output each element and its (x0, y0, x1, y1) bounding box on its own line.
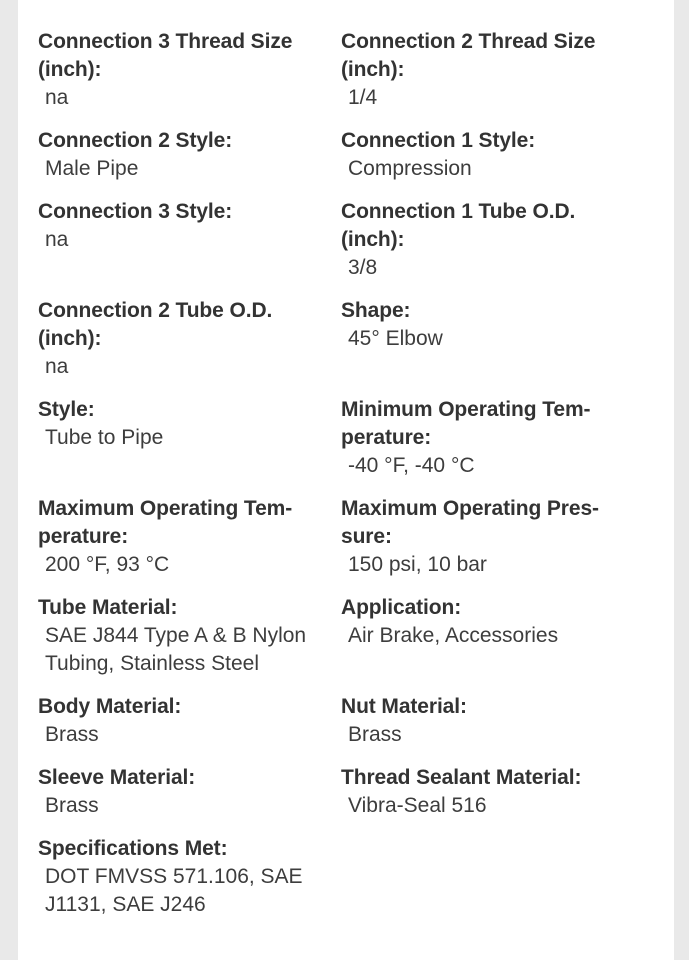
spec-nut-material (341, 693, 641, 749)
spec-minimum-operating-temperature (341, 396, 641, 480)
spec-sleeve-material (38, 764, 341, 820)
product-specifications-card (18, 0, 674, 960)
spec-value: Male Pipe (45, 157, 139, 180)
spec-label: Body Material: (38, 695, 182, 718)
spec-connection-3-thread-size (38, 28, 341, 112)
spec-connection-2-thread-size (341, 28, 641, 112)
spec-value: Brass (45, 794, 99, 817)
spec-value: na (45, 86, 69, 109)
spec-style (38, 396, 341, 480)
spec-value: Tube to Pipe (45, 426, 164, 449)
spec-label: Minimum Operating Tem-perature: (341, 398, 591, 449)
spec-value: Compression (348, 157, 472, 180)
spec-label: Connection 2 Style: (38, 129, 233, 152)
spec-value: SAE J844 Type A & B Nylon Tubing, Stainless Steel (45, 624, 307, 675)
spec-tube-material (38, 594, 341, 678)
spec-shape (341, 297, 641, 381)
spec-value: na (45, 228, 69, 251)
spec-value: DOT FMVSS 571.106, SAE J1131, SAE J246 (45, 865, 303, 916)
spec-label: Shape: (341, 299, 411, 322)
spec-label: Connection 3 Thread Size (inch): (38, 30, 293, 81)
spec-label: Thread Sealant Material: (341, 766, 582, 789)
spec-label: Tube Material: (38, 596, 178, 619)
spec-value: 200 °F, 93 °C (45, 553, 170, 576)
spec-connection-2-style (38, 127, 341, 183)
spec-value: Brass (45, 723, 99, 746)
spec-label: Specifications Met: (38, 837, 228, 860)
spec-value: Brass (348, 723, 402, 746)
spec-value: Vibra-Seal 516 (348, 794, 487, 817)
spec-label: Connection 1 Tube O.D. (inch): (341, 200, 576, 251)
spec-label: Maximum Operating Pres-sure: (341, 497, 599, 548)
spec-label: Connection 2 Tube O.D. (inch): (38, 299, 273, 350)
spec-label: Connection 3 Style: (38, 200, 233, 223)
spec-value: 45° Elbow (348, 327, 443, 350)
spec-label: Application: (341, 596, 462, 619)
spec-connection-2-tube-od (38, 297, 341, 381)
spec-value: na (45, 355, 69, 378)
spec-label: Nut Material: (341, 695, 467, 718)
spec-maximum-operating-pressure (341, 495, 641, 579)
spec-value: Air Brake, Accessories (348, 624, 559, 647)
spec-specifications-met (38, 835, 341, 919)
spec-value: 150 psi, 10 bar (348, 553, 487, 576)
spec-label: Connection 1 Style: (341, 129, 536, 152)
spec-label: Connection 2 Thread Size (inch): (341, 30, 596, 81)
spec-connection-3-style (38, 198, 341, 282)
spec-label: Maximum Operating Tem-perature: (38, 497, 293, 548)
spec-connection-1-tube-od (341, 198, 641, 282)
spec-body-material (38, 693, 341, 749)
spec-thread-sealant-material (341, 764, 641, 820)
spec-value: 3/8 (348, 256, 378, 279)
specifications-grid (38, 28, 658, 919)
spec-value: -40 °F, -40 °C (348, 454, 475, 477)
spec-maximum-operating-temperature (38, 495, 341, 579)
spec-label: Sleeve Material: (38, 766, 196, 789)
spec-connection-1-style (341, 127, 641, 183)
spec-application (341, 594, 641, 678)
spec-value: 1/4 (348, 86, 378, 109)
spec-label: Style: (38, 398, 95, 421)
